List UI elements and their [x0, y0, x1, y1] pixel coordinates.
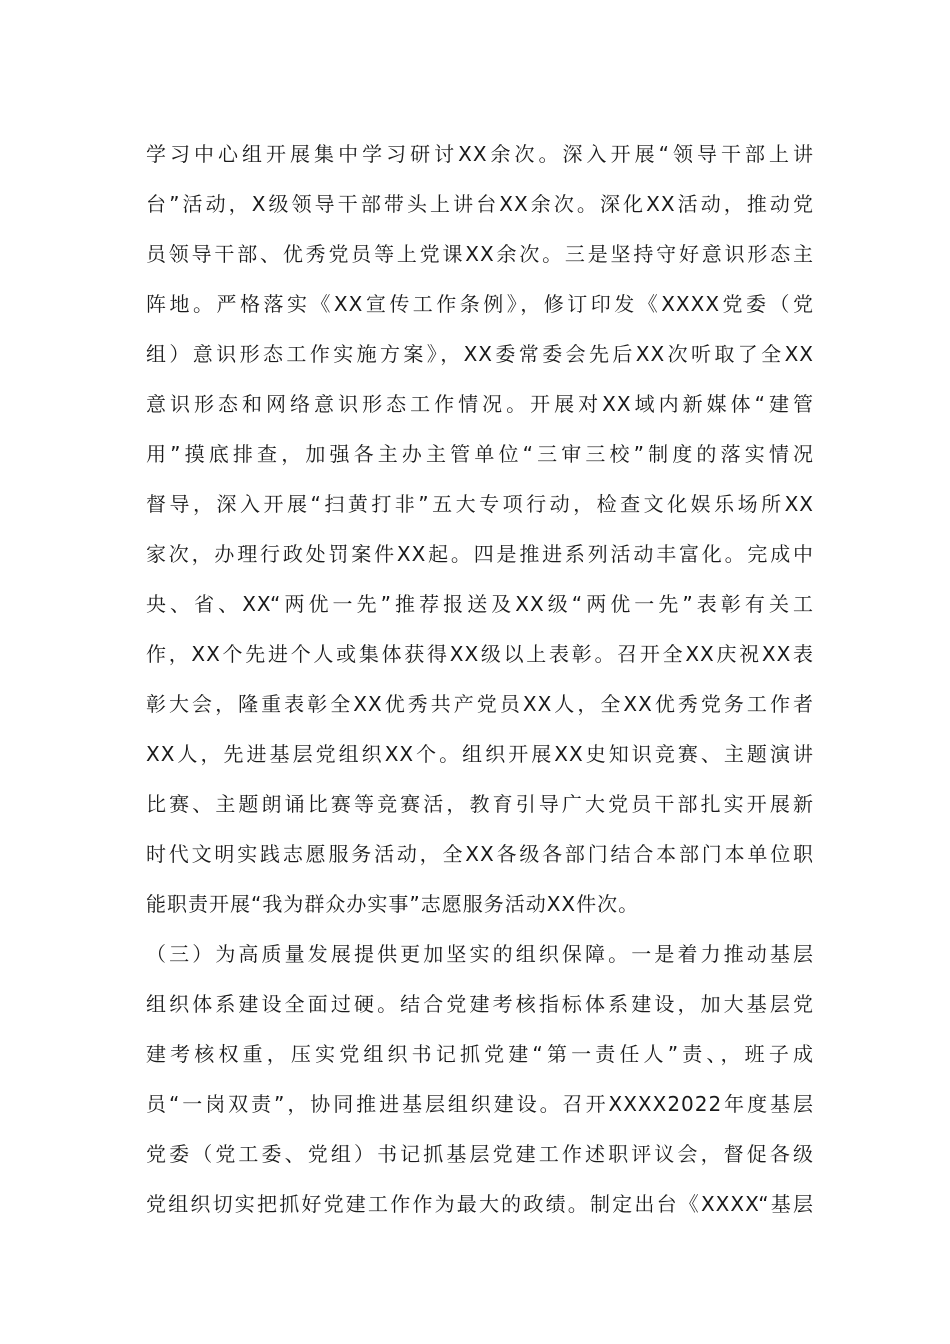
text-line: 用”摸底排查，加强各主办主管单位“三审三校”制度的落实情况 [146, 442, 814, 466]
text-line: 时代文明实践志愿服务活动，全XX各级各部门结合本部门本单位职 [146, 842, 814, 866]
text-line: XX人，先进基层党组织XX个。组织开展XX史知识竞赛、主题演讲 [146, 742, 814, 766]
text-line: 台”活动，X级领导干部带头上讲台XX余次。深化XX活动，推动党 [146, 192, 814, 216]
text-line: 建考核权重，压实党组织书记抓党建“第一责任人”责、，班子成 [146, 1042, 814, 1066]
text-line: 员领导干部、优秀党员等上党课XX余次。三是坚持守好意识形态主 [146, 242, 814, 266]
text-line: 员“一岗双责”，协同推进基层组织建设。召开XXXX2022年度基层 [146, 1092, 814, 1116]
text-line: 党委（党工委、党组）书记抓基层党建工作述职评议会，督促各级 [146, 1142, 814, 1166]
text-line: 意识形态和网络意识形态工作情况。开展对XX域内新媒体“建管 [146, 392, 814, 416]
text-line: 家次，办理行政处罚案件XX起。四是推进系列活动丰富化。完成中 [146, 542, 814, 566]
text-line: 彰大会，隆重表彰全XX优秀共产党员XX人，全XX优秀党务工作者 [146, 692, 814, 716]
section-heading-line: （三）为高质量发展提供更加坚实的组织保障。一是着力推动基层 [146, 942, 814, 966]
text-line: 组织体系建设全面过硬。结合党建考核指标体系建设，加大基层党 [146, 992, 814, 1016]
text-line: 督导，深入开展“扫黄打非”五大专项行动，检查文化娱乐场所XX [146, 492, 814, 516]
text-line: 党组织切实把抓好党建工作作为最大的政绩。制定出台《XXXX“基层 [146, 1192, 814, 1216]
text-line: 比赛、主题朗诵比赛等竞赛活，教育引导广大党员干部扎实开展新 [146, 792, 814, 816]
text-line: 阵地。严格落实《XX宣传工作条例》，修订印发《XXXX党委（党 [146, 292, 814, 316]
text-line: 央、省、XX“两优一先”推荐报送及XX级“两优一先”表彰有关工 [146, 592, 814, 616]
text-line: 学习中心组开展集中学习研讨XX余次。深入开展“领导干部上讲 [146, 142, 814, 166]
body-text [146, 129, 814, 1229]
paragraph-end-line: 能职责开展“我为群众办实事”志愿服务活动XX件次。 [146, 892, 640, 916]
text-line: 组）意识形态工作实施方案》，XX委常委会先后XX次听取了全XX [146, 342, 814, 366]
text-line: 作，XX个先进个人或集体获得XX级以上表彰。召开全XX庆祝XX表 [146, 642, 814, 666]
